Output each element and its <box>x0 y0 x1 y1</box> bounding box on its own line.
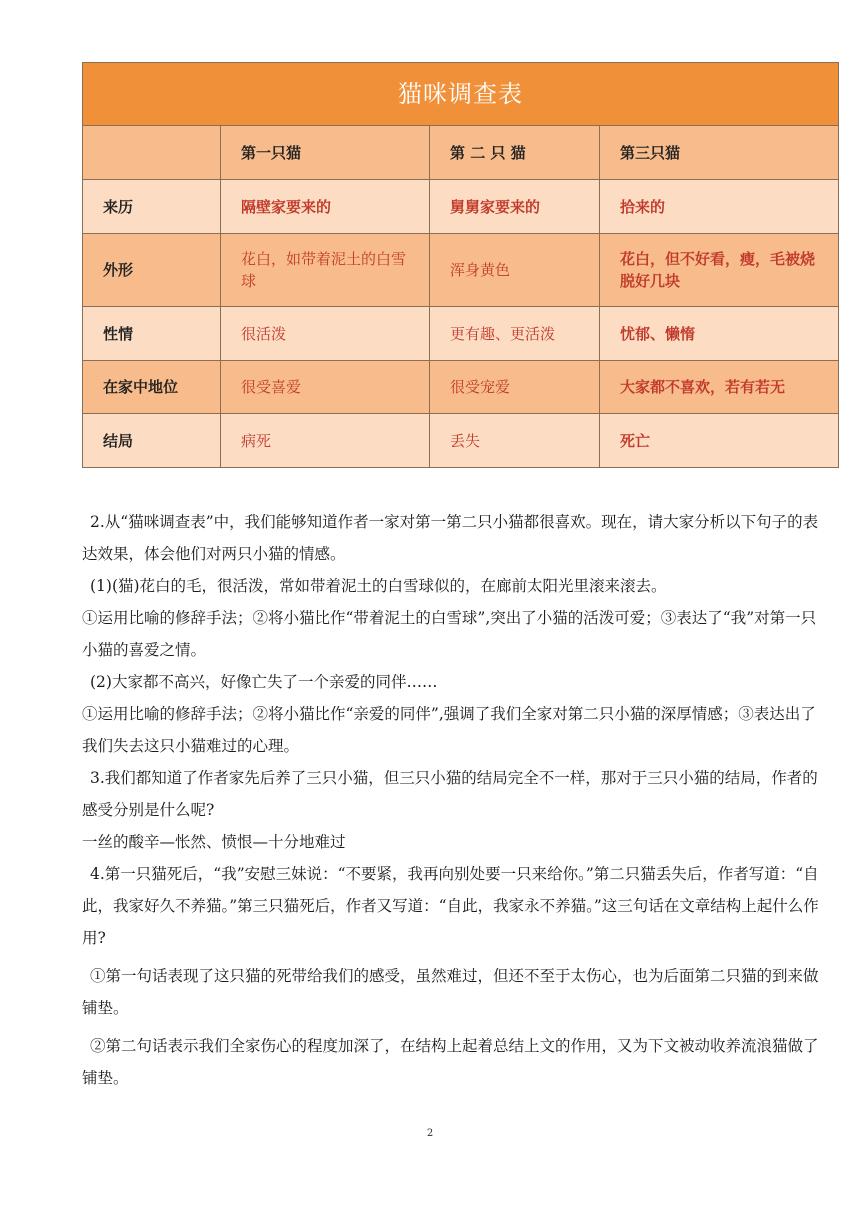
header-cell-empty <box>83 126 221 180</box>
table-row-ending <box>83 414 839 468</box>
question-4-answer-1: ①第一句话表现了这只猫的死带给我们的感受，虽然难过，但还不至于太伤心，也为后面第二只猫的到来做铺垫。 <box>82 967 819 1017</box>
table-cell: 丢失 <box>430 414 600 468</box>
cat-survey-table <box>82 62 839 468</box>
table-row-origin <box>83 180 839 234</box>
question-content <box>82 506 826 1094</box>
question-2-sentence-2: (2)大家都不高兴，好像亡失了一个亲爱的同伴…… <box>90 673 438 691</box>
table-cell: 舅舅家要来的 <box>430 180 600 234</box>
question-4-answer-2: ②第二句话表示我们全家伤心的程度加深了，在结构上起着总结上文的作用，又为下文被动收养流浪猫做了铺垫。 <box>82 1037 819 1087</box>
table-cell: 隔壁家要来的 <box>221 180 430 234</box>
table-cell: 更有趣、更活泼 <box>430 307 600 361</box>
row-label: 来历 <box>83 180 221 234</box>
row-label: 结局 <box>83 414 221 468</box>
page-number: 2 <box>426 1128 434 1139</box>
row-label: 外形 <box>83 234 221 307</box>
table-cell: 大家都不喜欢，若有若无 <box>600 361 839 414</box>
table-cell: 花白，如带着泥土的白雪球 <box>221 234 430 307</box>
table-cell: 死亡 <box>600 414 839 468</box>
table-cell: 很受宠爱 <box>430 361 600 414</box>
table-header-row <box>83 126 839 180</box>
header-cell-cat1: 第一只猫 <box>221 126 430 180</box>
question-3: 3.我们都知道了作者家先后养了三只小猫，但三只小猫的结局完全不一样，那对于三只小猫的结局，作者的感受分别是什么呢? <box>82 769 818 819</box>
row-label: 性情 <box>83 307 221 361</box>
table-row-status <box>83 361 839 414</box>
question-2-answer-1: ①运用比喻的修辞手法；②将小猫比作“带着泥土的白雪球”,突出了小猫的活泼可爱；③表达了“我”对第一只小猫的喜爱之情。 <box>82 609 817 659</box>
table-cell: 忧郁、懒惰 <box>600 307 839 361</box>
question-4: 4.第一只猫死后，“我”安慰三妹说：“不要紧，我再向别处要一只来给你。”第二只猫丢失后，作者写道：“自此，我家好久不养猫。”第三只猫死后，作者又写道：“自此，我家永不养猫。”这三句话在文章结构上起什么作用? <box>82 865 819 947</box>
table-title: 猫咪调查表 <box>83 63 839 126</box>
table-cell: 病死 <box>221 414 430 468</box>
question-2-answer-2: ①运用比喻的修辞手法；②将小猫比作“亲爱的同伴”,强调了我们全家对第二只小猫的深厚情感；③表达出了我们失去这只小猫难过的心理。 <box>82 705 816 755</box>
header-cell-cat3: 第三只猫 <box>600 126 839 180</box>
row-label: 在家中地位 <box>83 361 221 414</box>
question-2: 2.从“猫咪调查表”中，我们能够知道作者一家对第一第二只小猫都很喜欢。现在，请大家分析以下句子的表达效果，体会他们对两只小猫的情感。 <box>82 513 819 563</box>
question-3-answer: 一丝的酸辛—怅然、愤恨—十分地难过 <box>82 833 346 851</box>
table-cell: 花白，但不好看，瘦，毛被烧脱好几块 <box>600 234 839 307</box>
table-cell: 浑身黄色 <box>430 234 600 307</box>
table-cell: 很活泼 <box>221 307 430 361</box>
table-row-appearance <box>83 234 839 307</box>
table-row-temperament <box>83 307 839 361</box>
table-cell: 很受喜爱 <box>221 361 430 414</box>
header-cell-cat2: 第 二 只 猫 <box>430 126 600 180</box>
table-title-row <box>83 63 839 126</box>
question-2-sentence-1: (1)(猫)花白的毛，很活泼，常如带着泥土的白雪球似的，在廊前太阳光里滚来滚去。 <box>90 577 667 595</box>
table-cell: 拾来的 <box>600 180 839 234</box>
